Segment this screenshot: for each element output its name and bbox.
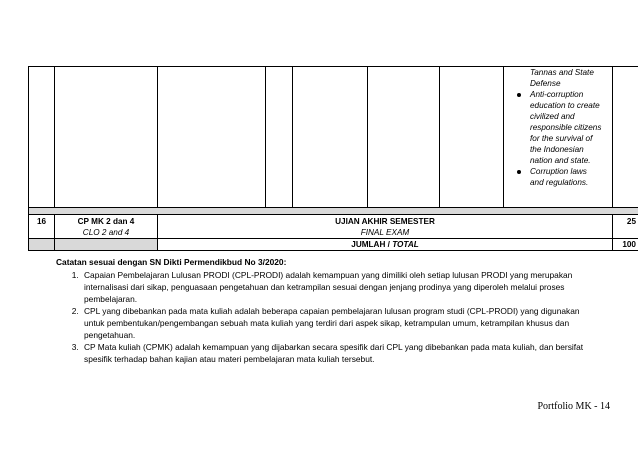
week-cell: 16 xyxy=(29,215,55,239)
page-footer: Portfolio MK - 14 xyxy=(537,401,610,412)
table-cell xyxy=(29,239,55,251)
total-label-en: TOTAL xyxy=(392,240,419,249)
note-line: 2. CPL yang dibebankan pada mata kuliah adalah beberapa capaian pembelajaran lulusan program studi (CPL-PRODI) yang digunakan xyxy=(84,306,580,316)
cp-mk-cell xyxy=(55,215,158,239)
table-cell xyxy=(613,67,638,208)
exam-title: UJIAN AKHIR SEMESTER xyxy=(335,217,435,226)
topic-line: Tannas and State xyxy=(530,68,594,77)
note-line: 1. Capaian Pembelajaran Lulusan PRODI (CPL-PRODI) adalah kemampuan yang dimiliki oleh setiap lulusan PRODI yang merupakan xyxy=(84,270,573,280)
table-cell xyxy=(293,67,368,208)
bullet-line: Corruption laws xyxy=(530,167,587,176)
note-item xyxy=(81,305,596,341)
table-row-content xyxy=(29,67,638,208)
table-cell xyxy=(440,67,504,208)
notes-section xyxy=(56,256,596,365)
total-value-cell: 100 xyxy=(613,239,638,251)
note-item xyxy=(81,341,596,365)
table-cell xyxy=(266,67,293,208)
table-row-total xyxy=(29,239,638,251)
bullet-line: Anti-corruption xyxy=(530,90,584,99)
topic-cell xyxy=(504,67,613,208)
note-line: untuk pembentukan/pengembangan sebuah mata kuliah yang terdiri dari aspek sikap, ketrampulan umum, ketrampilan khusus dan xyxy=(84,318,570,328)
note-line: internalisasi dari sikap, penguasaan pengetahuan dan ketrampilan sesuai dengan jenjang prodinya yang diperoleh melalui proses xyxy=(84,282,565,292)
bullet-item xyxy=(504,89,608,166)
note-line: 3. CP Mata kuliah (CPMK) adalah kemampuan yang dijabarkan secara spesifik dari CPL yang dibebankan pada mata kuliah, dan bersifat xyxy=(84,342,584,352)
bullet-line: nation and state. xyxy=(530,156,591,165)
bullet-line: and regulations. xyxy=(530,178,589,187)
bullet-line: education to create xyxy=(530,101,600,110)
table-row-final-exam xyxy=(29,215,638,239)
table-cell xyxy=(55,239,158,251)
table-cell xyxy=(55,67,158,208)
note-item xyxy=(81,269,596,305)
bullet-line: the Indonesian xyxy=(530,145,584,154)
notes-list xyxy=(56,269,596,365)
exam-weight-cell: 25 xyxy=(613,215,638,239)
note-line: pengetahuan. xyxy=(84,330,136,340)
separator-cell xyxy=(29,208,638,215)
topic-line: Defense xyxy=(530,79,561,88)
table-cell xyxy=(29,67,55,208)
exam-title-en: FINAL EXAM xyxy=(360,228,410,237)
bullet-line: responsible citizens xyxy=(530,123,602,132)
table-cell xyxy=(368,67,440,208)
bullet-item xyxy=(504,166,608,188)
rps-table xyxy=(28,66,638,251)
table-cell xyxy=(158,67,266,208)
note-line: spesifik terhadap bahan kajian atau materi pembelajaran mata kuliah tersebut. xyxy=(84,354,375,364)
cp-mk-label: CP MK 2 dan 4 xyxy=(77,217,135,226)
note-line: pembelajaran. xyxy=(84,294,138,304)
exam-title-cell xyxy=(158,215,613,239)
total-label: JUMLAH / xyxy=(351,240,393,249)
table-row-separator xyxy=(29,208,638,215)
clo-label: CLO 2 and 4 xyxy=(82,228,130,237)
total-label-cell xyxy=(158,239,613,251)
notes-title: Catatan sesuai dengan SN Dikti Permendikbud No 3/2020: xyxy=(56,257,287,267)
bullet-line: civilized and xyxy=(530,112,575,121)
bullet-line: for the survival of xyxy=(530,134,593,143)
